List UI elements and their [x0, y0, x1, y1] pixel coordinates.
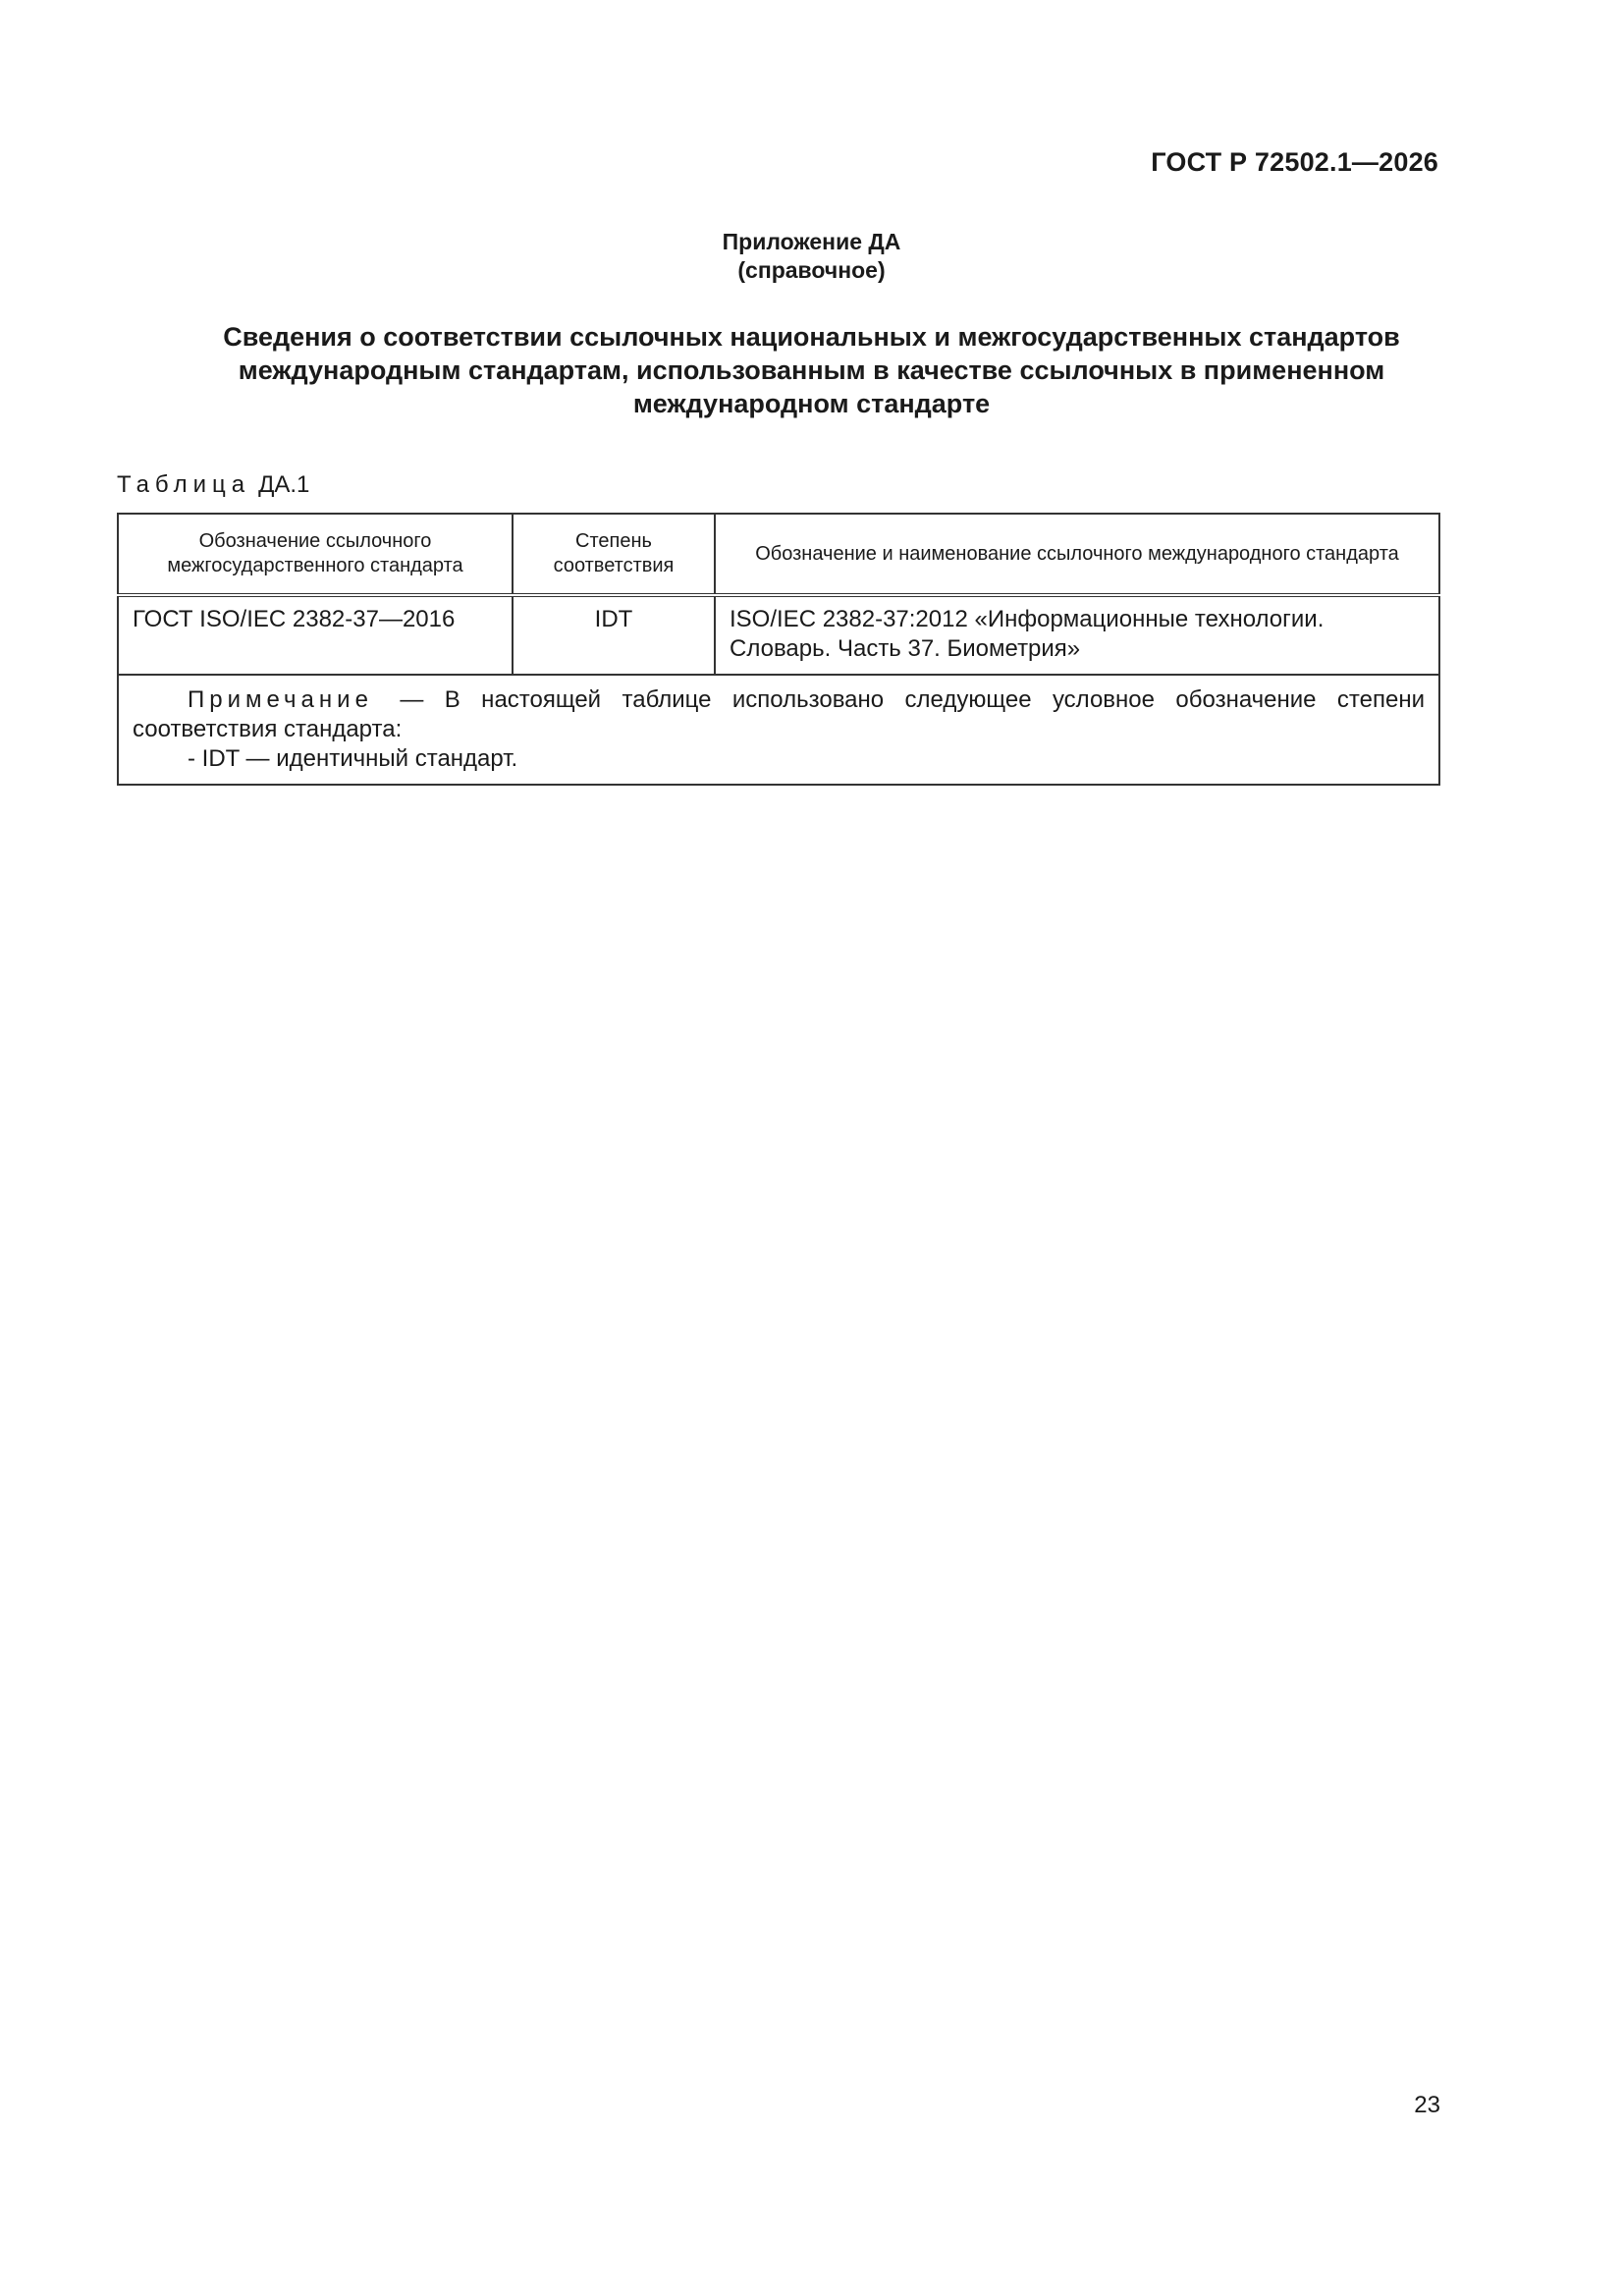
header-degree [513, 514, 715, 595]
note-dash: — [400, 686, 424, 713]
page-number: 23 [1414, 2092, 1440, 2118]
note-item: - IDT — идентичный стандарт. [188, 745, 518, 772]
header-designation-line-1: Обозначение ссылочного [198, 530, 432, 552]
document-title [147, 320, 1476, 420]
table-caption [117, 471, 309, 499]
header-designation-line-2: межгосударственного стандарта [167, 555, 463, 576]
table-header-row [118, 514, 1439, 595]
header-designation [118, 514, 513, 595]
table-note-row [118, 675, 1439, 785]
header-degree-line-2: соответствия [553, 555, 675, 576]
cell-designation: ГОСТ ISO/IEC 2382-37—2016 [118, 595, 513, 675]
header-degree-line-1: Степень [575, 530, 652, 552]
note-label: Примечание [188, 686, 373, 713]
table-note [118, 675, 1439, 785]
note-text: В настоящей таблице использовано следующее условное обозначение степени соответствия стандарта: [133, 686, 1426, 742]
reference-standards-table [117, 513, 1440, 786]
note-paragraph [133, 685, 1425, 744]
header-international [715, 514, 1439, 595]
appendix-subtitle: (справочное) [737, 257, 886, 283]
appendix-title: Приложение ДА [722, 229, 901, 254]
document-title-line-2: международным стандартам, использованным в качестве ссылочных в примененном [238, 355, 1385, 385]
table-row [118, 595, 1439, 675]
document-title-line-1: Сведения о соответствии ссылочных национальных и межгосударственных стандартов [223, 322, 1400, 352]
cell-degree: IDT [513, 595, 715, 675]
document-title-line-3: международном стандарте [632, 389, 991, 418]
table-caption-number: ДА.1 [258, 471, 310, 498]
document-code: ГОСТ Р 72502.1—2026 [1151, 147, 1438, 177]
header-international-line-1: Обозначение и наименование ссылочного международного стандарта [755, 542, 1399, 565]
table-header [118, 514, 1439, 595]
cell-international: ISO/IEC 2382-37:2012 «Информационные технологии. Словарь. Часть 37. Биометрия» [715, 595, 1439, 675]
appendix-heading [0, 228, 1623, 285]
table-caption-label: Таблица [117, 471, 251, 498]
